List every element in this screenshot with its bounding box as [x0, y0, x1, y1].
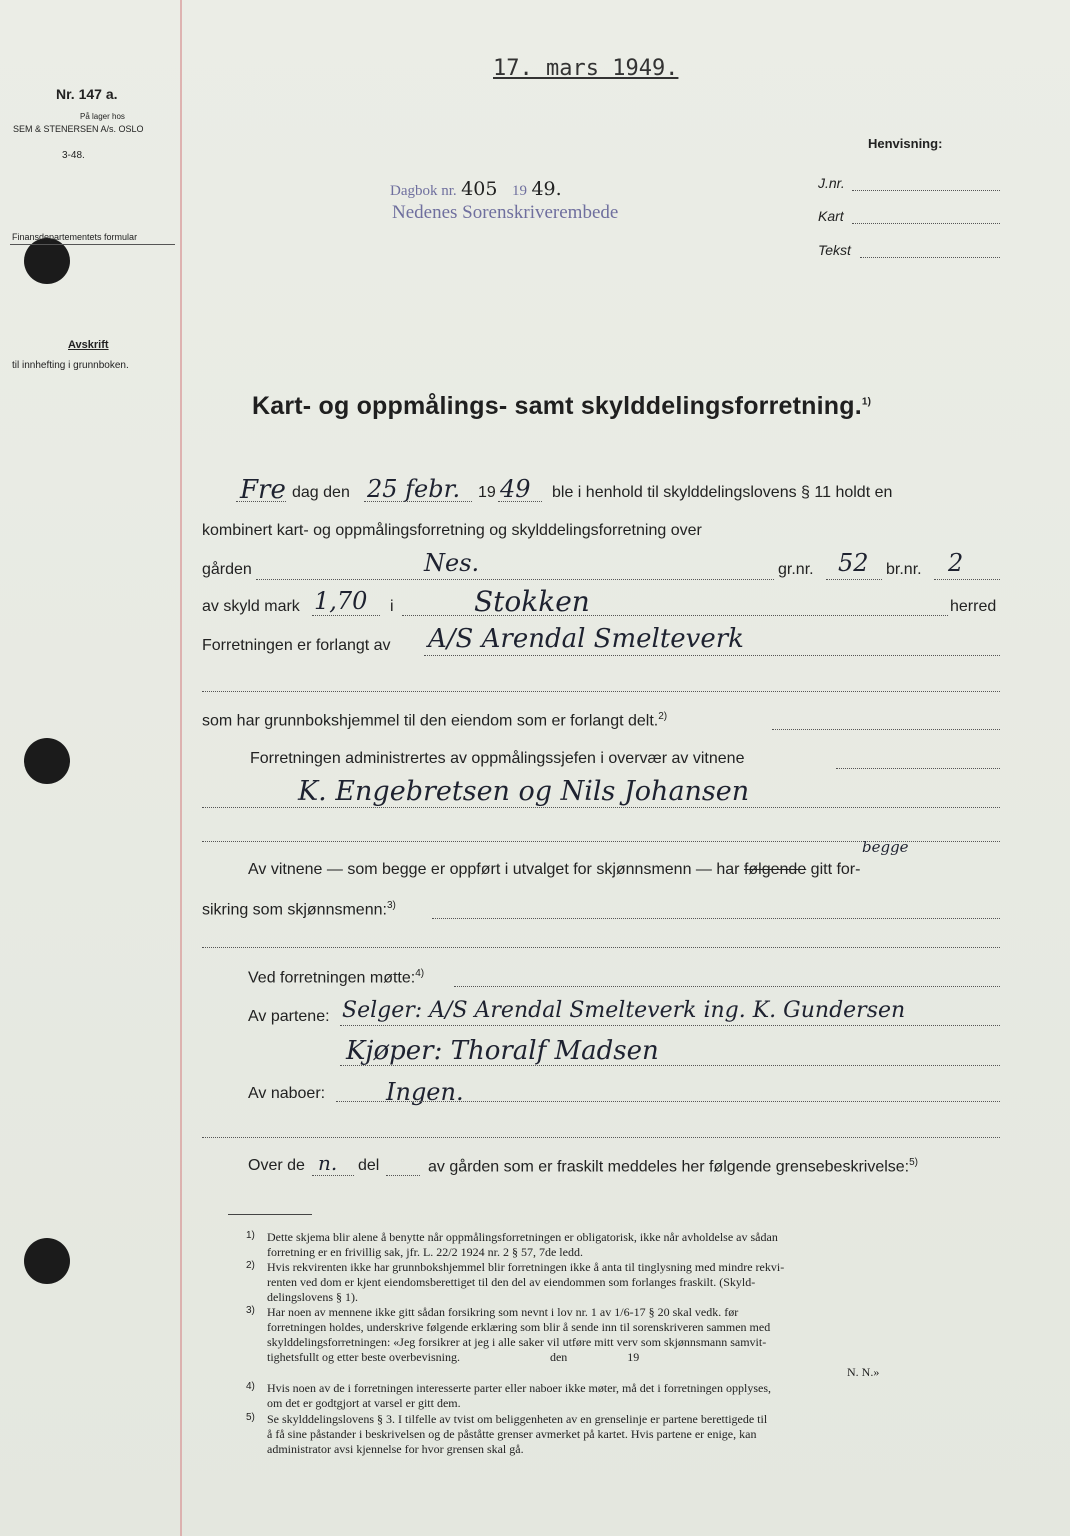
footnote-4: Hvis noen av de i forretningen interesserte parter eller naboer ikke møter, må det i forretningen opplyses, om det er godtgjort at varsel er gitt dem. [267, 1381, 772, 1410]
publisher-line-2: SEM & STENERSEN A/s. OSLO [13, 124, 144, 134]
brnr-field [934, 578, 1000, 580]
hand-buyer: Kjøper: Thoralf Madsen [346, 1036, 659, 1066]
hand-skyld: 1,70 [314, 587, 368, 615]
line-1-text: ble i henhold til skylddelingslovens § 11 holdt en [552, 484, 893, 501]
hand-brnr: 2 [948, 549, 964, 577]
kart-field [852, 222, 1000, 224]
attendance-field [454, 985, 1000, 987]
struck-word: følgende [743, 861, 807, 878]
del-field [386, 1174, 420, 1176]
footnote-1: Dette skjema blir alene å benytte når oppmålingsforretningen er obligatorisk, ikke når avholdelse av sådan forretning er en frivillig sak, jfr. L. 22/2 1924 nr. 2 § 57, 7de ledd. [267, 1230, 778, 1259]
hand-date: 25 febr. [367, 475, 461, 503]
attendance-text: Ved forretningen møtte:$^{4)}$ [248, 968, 425, 987]
date-field [364, 500, 472, 502]
margin-line [180, 0, 182, 1536]
tekst-label: Tekst [818, 242, 851, 258]
witnesses-field [836, 767, 1000, 769]
neighbours-field-2 [202, 1136, 1000, 1138]
hand-witnesses: K. Engebretsen og Nils Johansen [298, 776, 750, 807]
date-prefix-text: dag den [292, 484, 350, 501]
herred-field [402, 614, 948, 616]
hand-above-insert: begge [862, 838, 909, 856]
hand-part: n. [318, 1151, 338, 1175]
publisher-line-1: På lager hos [80, 112, 125, 121]
kart-label: Kart [818, 208, 844, 224]
hand-herred: Stokken [474, 585, 590, 618]
punch-hole [24, 738, 70, 784]
footnote-2-mark: 2) [246, 1260, 255, 1271]
parties-label: Av partene: [248, 1008, 330, 1025]
line-2-text: kombinert kart- og oppmålingsforretning og skylddelingsforretning over [202, 522, 702, 539]
requester-field-2 [202, 690, 1000, 692]
court-office-stamp: Nedenes Sorenskriverembede [392, 202, 619, 223]
boundary-prefix: Over de [248, 1157, 305, 1174]
witnesses-field-2 [202, 806, 1000, 808]
herred-label: herred [950, 598, 997, 615]
skyld-field [312, 614, 380, 616]
footnote-3: Har noen av mennene ikke gitt sådan forsikring som nevnt i lov nr. 1 av 1/6-17 § 20 skal vedk. før forretningen holdes, underskrive følgende erklæring som blir å sende inn til sorenskriveren sammen med skylddelingsforretningen: «Jeg forsikrer at jeg i alle saker vil utføre mitt verv som skjønnsmann samvit- tighetsfullt og etter beste overbevisning. den 19 N. N.» [267, 1305, 880, 1379]
year-field [498, 500, 542, 502]
farm-field [256, 578, 774, 580]
skyld-i-text: i [390, 598, 394, 615]
reference-heading: Henvisning: [868, 136, 943, 151]
weekday-field [236, 500, 286, 502]
boundary-text: av gården som er fraskilt meddeles her følgende grensebeskrivelse:$^{5)}$ [428, 1157, 919, 1176]
skyld-label: av skyld mark [202, 598, 300, 615]
year-prefix-text: 19 [478, 484, 496, 501]
tekst-field [860, 256, 1000, 258]
part-field [312, 1174, 354, 1176]
margin-divider [10, 244, 175, 245]
footnote-3-mark: 3) [246, 1305, 255, 1316]
hand-seller: Selger: A/S Arendal Smelteverk ing. K. Gundersen [342, 998, 906, 1023]
assurance-text: Av vitnene — som begge er oppført i utvalget for skjønnsmenn — har følgende gitt for- [248, 861, 861, 878]
punch-hole [24, 1238, 70, 1284]
diary-stamp-line-1: Dagbok nr. 405 19 49. [390, 178, 562, 200]
assurance-text-2: sikring som skjønnsmenn:$^{3)}$ [202, 900, 396, 919]
brnr-label: br.nr. [886, 561, 922, 578]
assurance-field-2 [202, 946, 1000, 948]
neighbours-field [336, 1100, 1000, 1102]
ownership-field [772, 728, 1000, 730]
footnote-2: Hvis rekvirenten ikke har grunnbokshjemmel blir forretningen ikke å anta til tinglysning med mindre rekvi- renten ved dom er kjent eiendomsberettiget til den del av eiendommen som forlanges fraskilt. (Skyld- delingslovens § 1). [267, 1260, 785, 1304]
hand-weekday: Fre [240, 475, 286, 505]
print-code: 3-48. [62, 150, 85, 161]
footnote-5: Se skylddelingslovens § 3. I tilfelle av tvist om beliggenheten av en grenselinje er partene berettigede til å få sine påstander i beskrivelsen og de påståtte grenser avmerket på kartet. Hvis partene er enige, kan administrator avsi kjennelse for hvor grensen skal gå. [267, 1412, 768, 1456]
footnote-separator [228, 1214, 312, 1215]
requested-by-label: Forretningen er forlangt av [202, 637, 391, 654]
date-header: 17. mars 1949. [493, 56, 679, 81]
neighbours-label: Av naboer: [248, 1085, 326, 1102]
requester-field [424, 654, 1000, 656]
farm-label: gården [202, 561, 252, 578]
ownership-text: som har grunnbokshjemmel til den eiendom som er forlangt delt.$^{2)}$ [202, 711, 668, 730]
assurance-field [432, 917, 1000, 919]
department-label: Finansdepartementets formular [12, 232, 138, 242]
copy-label: Avskrift [68, 339, 109, 351]
copy-note: til innhefting i grunnboken. [12, 360, 129, 371]
parties-field-2 [340, 1064, 1000, 1066]
form-number: Nr. 147 a. [56, 86, 118, 102]
grnr-label: gr.nr. [778, 561, 814, 578]
witnesses-text: Forretningen administrertes av oppmålingssjefen i overvær av vitnene [250, 750, 745, 767]
jnr-field [852, 189, 1000, 191]
grnr-field [826, 578, 882, 580]
jnr-label: J.nr. [818, 175, 845, 191]
footnote-5-mark: 5) [246, 1412, 255, 1423]
boundary-del: del [358, 1157, 380, 1174]
hand-neighbours: Ingen. [386, 1078, 464, 1106]
footnote-4-mark: 4) [246, 1381, 255, 1392]
hand-year: 49 [500, 475, 531, 503]
hand-farm-name: Nes. [424, 549, 480, 577]
hand-grnr: 52 [838, 549, 869, 577]
parties-field [340, 1024, 1000, 1026]
footnote-1-mark: 1) [246, 1230, 255, 1241]
hand-requester: A/S Arendal Smelteverk [428, 624, 744, 654]
diary-number: 405 [461, 178, 498, 200]
document-title: Kart- og oppmålings- samt skylddelingsforretning.$^{1)}$ [252, 392, 872, 420]
